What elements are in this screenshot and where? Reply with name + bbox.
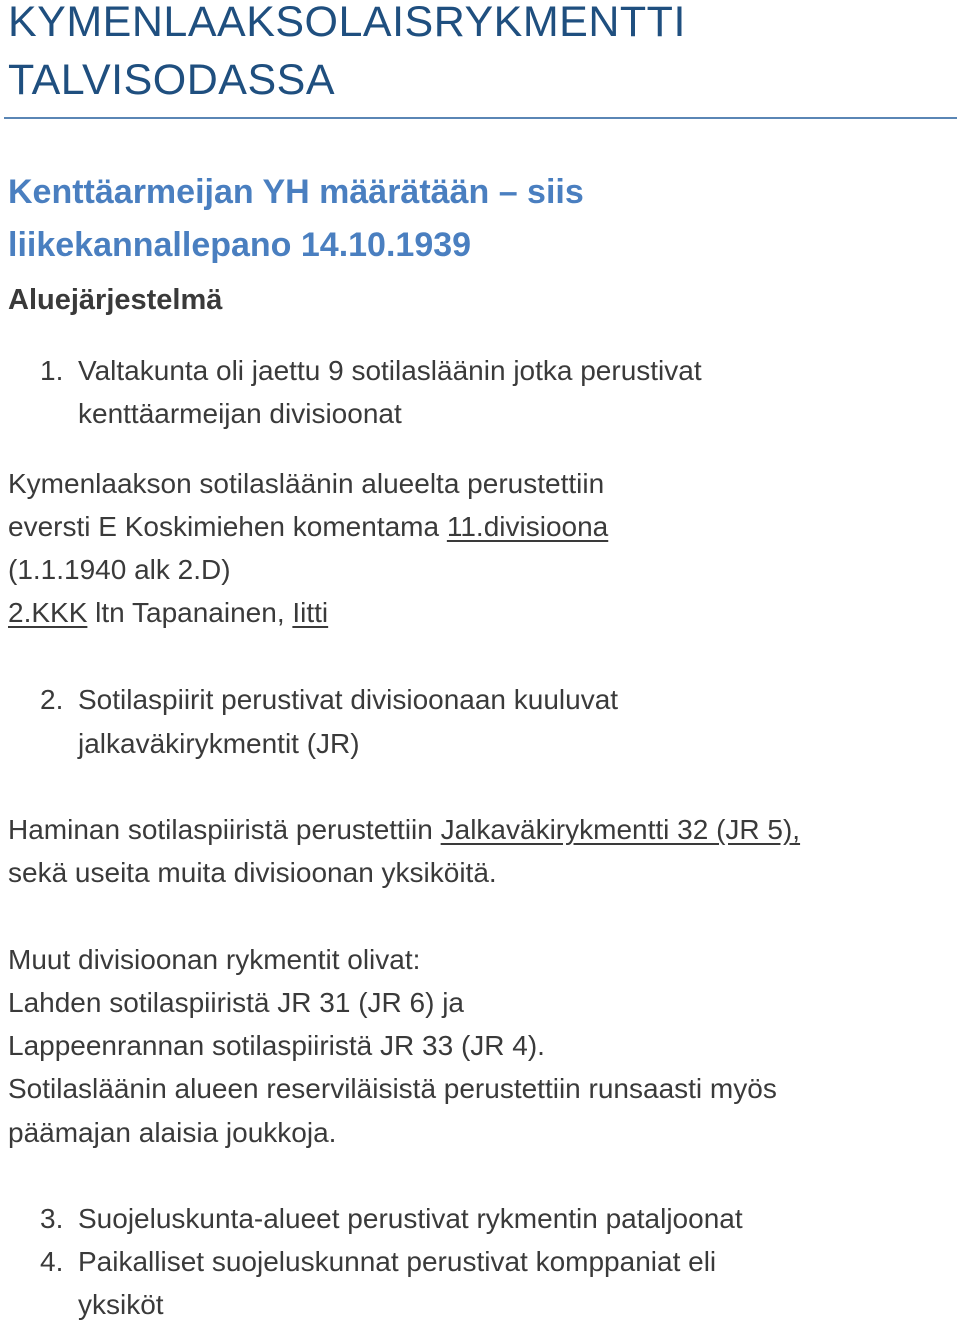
list-item-1-line-2: kenttäarmeijan divisioonat (78, 398, 402, 429)
list-item-3-line-1: Suojeluskunta-alueet perustivat rykmentin pataljoonat (78, 1203, 743, 1234)
list-item-1-line-1: Valtakunta oli jaettu 9 sotilasläänin jotka perustivat (78, 355, 702, 386)
paragraph-3-line-5: päämajan alaisia joukkoja. (8, 1117, 337, 1148)
hamina-text: Haminan sotilaspiiristä perustettiin (8, 814, 441, 845)
paragraph-3-line-3: Lappeenrannan sotilaspiiristä JR 33 (JR 4). (8, 1030, 545, 1061)
iitti-text: Iitti (292, 597, 329, 628)
commander-text: eversti E Koskimiehen komentama (8, 511, 447, 542)
page-title-line-2: TALVISODASSA (8, 56, 336, 104)
list-number-1: 1. (40, 355, 64, 386)
paragraph-3-line-4: Sotilasläänin alueen reserviläisistä perustettiin runsaasti myös (8, 1073, 777, 1104)
list-item-4-line-1: Paikalliset suojeluskunnat perustivat komppaniat eli (78, 1246, 717, 1277)
list-number-3: 3. (40, 1203, 64, 1234)
list-item-4-line-2: yksiköt (78, 1289, 164, 1320)
paragraph-2-line-1 (8, 812, 800, 848)
list-item-2-line-2: jalkaväkirykmentit (JR) (78, 728, 360, 759)
paragraph-3-line-2: Lahden sotilaspiiristä JR 31 (JR 6) ja (8, 987, 464, 1018)
regiment-32-text: Jalkaväkirykmentti 32 (JR 5), (440, 814, 801, 845)
division-link: 11.divisioona (446, 511, 609, 542)
paragraph-1-line-3: (1.1.1940 alk 2.D) (8, 554, 231, 585)
title-divider (4, 117, 957, 119)
list-item-2-line-1: Sotilaspiirit perustivat divisioonaan kuuluvat (78, 684, 619, 715)
kkk-text: 2.KKK (8, 597, 88, 628)
section-heading: Aluejärjestelmä (8, 284, 223, 316)
list-number-2: 2. (40, 684, 64, 715)
paragraph-1-line-4 (8, 595, 328, 631)
subtitle-line-1: Kenttäarmeijan YH määrätään – siis (8, 173, 584, 211)
subtitle-line-2: liikekannallepano 14.10.1939 (8, 226, 472, 264)
paragraph-3-line-1: Muut divisioonan rykmentit olivat: (8, 944, 421, 975)
paragraph-1-line-2 (8, 509, 608, 545)
page-title-line-1: KYMENLAAKSOLAISRYKMENTTI (8, 0, 686, 46)
paragraph-2-line-2: sekä useita muita divisioonan yksiköitä. (8, 857, 497, 888)
lieutenant-text: ltn Tapanainen, (87, 597, 293, 628)
list-number-4: 4. (40, 1246, 64, 1277)
paragraph-1-line-1: Kymenlaakson sotilasläänin alueelta perustettiin (8, 468, 605, 499)
